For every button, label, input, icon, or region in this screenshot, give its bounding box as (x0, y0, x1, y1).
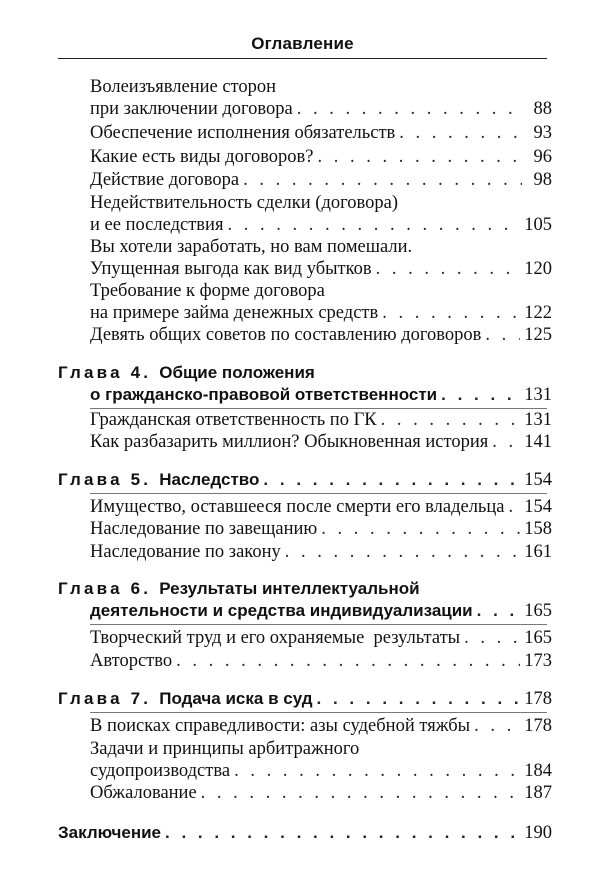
toc-page-number: 158 (524, 519, 552, 539)
toc-page-number: 141 (524, 432, 552, 452)
chapter-heading (58, 578, 420, 600)
toc-entry (90, 98, 552, 120)
toc-entry (90, 146, 552, 168)
toc-page-number: 173 (524, 651, 552, 671)
toc-entry (90, 715, 552, 737)
toc-entry-title: Какие есть виды договоров? (90, 147, 314, 167)
toc-page-number: 131 (524, 410, 552, 430)
toc-entry-title: В поисках справедливости: азы судебной тяжбы (90, 716, 471, 736)
leader-dots (376, 258, 521, 280)
chapter-rule (90, 493, 547, 494)
leader-dots (234, 760, 520, 782)
toc-entry-line: Задачи и принципы арбитражного (90, 739, 360, 759)
toc-entry (90, 431, 552, 453)
toc-entry-title: Обеспечение исполнения обязательств (90, 123, 396, 143)
toc-page-number: 125 (524, 325, 552, 345)
toc-entry (90, 650, 552, 672)
leader-dots (321, 518, 520, 540)
chapter-title: Наследство (159, 470, 260, 489)
leader-dots (464, 627, 520, 649)
leader-dots (201, 782, 521, 804)
toc-page-number: 96 (533, 147, 552, 167)
leader-dots (382, 302, 520, 324)
toc-page-number: 122 (524, 303, 552, 323)
toc-entry (90, 324, 552, 346)
leader-dots (285, 541, 521, 563)
toc-page-number: 161 (524, 542, 552, 562)
toc-entry-line: Требование к форме договора (90, 281, 325, 301)
leader-dots (492, 431, 520, 453)
toc-entry-title: Наследование по завещанию (90, 519, 318, 539)
toc-page-number: 98 (533, 170, 552, 190)
toc-entry (90, 760, 552, 782)
chapter-label: Глава 6. (58, 579, 152, 598)
chapter-title: деятельности и средства индивидуализации (90, 601, 473, 620)
toc-entry-title: Имущество, оставшееся после смерти его владельца (90, 497, 505, 517)
toc-page-number: 165 (524, 601, 552, 621)
chapter-rule (90, 624, 547, 625)
leader-dots (474, 715, 520, 737)
leader-dots (243, 169, 522, 191)
leader-dots (485, 324, 520, 346)
toc-entry-title: и ее последствия (90, 215, 224, 235)
toc-page-number: 187 (524, 783, 552, 803)
chapter-label: Глава 5. (58, 470, 152, 489)
chapter-title-group (58, 469, 259, 491)
toc-entry-title: на примере займа денежных средств (90, 303, 379, 323)
toc-entry (90, 169, 552, 191)
toc-entry-title: Действие договора (90, 170, 240, 190)
toc-entry-title: Наследование по закону (90, 542, 281, 562)
leader-dots (227, 214, 520, 236)
chapter-heading (58, 688, 552, 710)
chapter-heading (58, 469, 552, 491)
chapter-label: Глава 4. (58, 363, 152, 382)
toc-entry-line: Недействительность сделки (договора) (90, 193, 398, 213)
chapter-label: Глава 7. (58, 689, 152, 708)
toc-page-number: 178 (524, 689, 552, 709)
toc-page-number: 131 (524, 385, 552, 405)
toc-page-number: 93 (533, 123, 552, 143)
conclusion-entry (58, 822, 552, 844)
chapter-title: Результаты интеллектуальной (159, 579, 420, 598)
toc-page-number: 178 (524, 716, 552, 736)
leader-dots (477, 600, 521, 622)
running-head-title: Оглавление (251, 34, 354, 53)
toc-page-number: 120 (524, 259, 552, 279)
toc-page-number: 154 (524, 497, 552, 517)
toc-entry (90, 122, 552, 144)
toc-entry-title: Упущенная выгода как вид убытков (90, 259, 372, 279)
toc-entry-title: Как разбазарить миллион? Обыкновенная история (90, 432, 489, 452)
toc-page-number: 165 (524, 628, 552, 648)
toc-entry (90, 518, 552, 540)
chapter-heading (58, 362, 315, 384)
toc-page-number: 184 (524, 761, 552, 781)
leader-dots (318, 146, 522, 168)
toc-entry (90, 302, 552, 324)
toc-entry-title: Обжалование (90, 783, 197, 803)
toc-entry (90, 627, 552, 649)
toc-page-number: 190 (524, 823, 552, 843)
header-rule (58, 58, 547, 59)
toc-entry-line: Волеизъявление сторон (90, 77, 277, 97)
leader-dots (317, 688, 521, 710)
conclusion-title: Заключение (58, 823, 161, 842)
toc-entry (90, 258, 552, 280)
toc-entry-line: Вы хотели заработать, но вам помешали. (90, 237, 413, 257)
leader-dots (176, 650, 520, 672)
chapter-heading-line (90, 384, 552, 406)
chapter-title: о гражданско-правовой ответственности (90, 385, 438, 404)
toc-entry-title: Творческий труд и его охраняемые результаты (90, 628, 461, 648)
toc-entry-title: Авторство (90, 651, 173, 671)
leader-dots (165, 822, 520, 844)
toc-entry (90, 409, 552, 431)
toc-page-number: 154 (524, 470, 552, 490)
leader-dots (381, 409, 521, 431)
toc-page-number: 88 (533, 99, 552, 119)
toc-entry-title: Девять общих советов по составлению договоров (90, 325, 482, 345)
chapter-title-group (58, 688, 313, 710)
toc-entry-title: при заключении договора (90, 99, 293, 119)
leader-dots (441, 384, 520, 406)
toc-entry (90, 214, 552, 236)
leader-dots (263, 469, 520, 491)
toc-entry (90, 782, 552, 804)
toc-entry-title: судопроизводства (90, 761, 231, 781)
chapter-heading-line (90, 600, 552, 622)
leader-dots (399, 122, 522, 144)
chapter-title: Подача иска в суд (159, 689, 313, 708)
toc-entry (90, 541, 552, 563)
toc-page-number: 105 (524, 215, 552, 235)
toc-entry (90, 496, 552, 518)
chapter-rule (90, 712, 547, 713)
leader-dots (297, 98, 522, 120)
toc-entry-title: Гражданская ответственность по ГК (90, 410, 377, 430)
chapter-title: Общие положения (159, 363, 315, 382)
leader-dots (508, 496, 520, 518)
